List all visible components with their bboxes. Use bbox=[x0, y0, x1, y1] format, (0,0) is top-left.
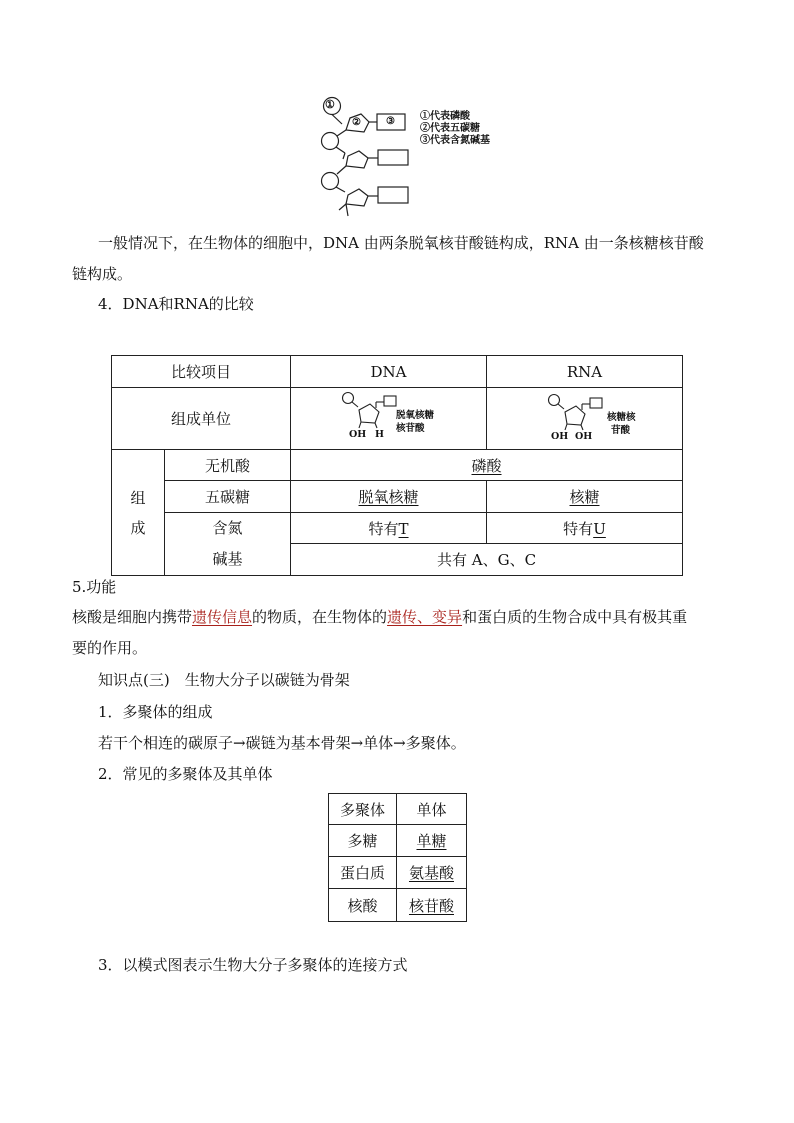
shared-bases-value: 共有 A、G、C bbox=[291, 544, 683, 576]
table-row bbox=[329, 825, 467, 857]
composition-label bbox=[112, 450, 165, 576]
polymer-cell: 蛋白质 bbox=[329, 857, 397, 889]
answer-heredity-variation: 遗传、变异 bbox=[387, 608, 463, 626]
label-sugar-number: ② bbox=[352, 117, 361, 128]
dna-unit-name-line1: 脱氧核糖 bbox=[396, 410, 435, 421]
dna-unit-h: H bbox=[375, 429, 384, 440]
paragraph-line: 链构成。 bbox=[72, 265, 133, 283]
rna-unit-name-line2: 苷酸 bbox=[611, 425, 631, 436]
knowledge-point-heading: 知识点(三) 生物大分子以碳链为骨架 bbox=[98, 671, 350, 689]
dna-unit-cell bbox=[291, 388, 487, 450]
label-phosphate-number: ① bbox=[325, 98, 335, 111]
dna-unit-oh: OH bbox=[349, 429, 367, 440]
answer-genetic-information: 遗传信息 bbox=[192, 608, 253, 626]
section-heading: 5.功能 bbox=[72, 578, 117, 596]
legend-item: ③代表含氮碱基 bbox=[420, 135, 490, 146]
phosphoric-acid-value: 磷酸 bbox=[471, 456, 502, 475]
sub-heading: 3．以模式图表示生物大分子多聚体的连接方式 bbox=[98, 956, 408, 974]
rna-specific-base: U bbox=[593, 519, 606, 538]
text-run: 和蛋白质的生物合成中具有极其重 bbox=[462, 608, 688, 626]
dna-unit-name-line2: 核苷酸 bbox=[396, 423, 425, 434]
dna-rna-comparison-table bbox=[111, 355, 683, 576]
header-compare-item: 比较项目 bbox=[112, 356, 291, 388]
label-base-number: ③ bbox=[386, 116, 395, 127]
sub-heading: 1．多聚体的组成 bbox=[98, 703, 213, 721]
rna-specific-prefix: 特有 bbox=[563, 519, 594, 538]
rna-unit-cell bbox=[487, 388, 683, 450]
dna-specific-prefix: 特有 bbox=[368, 519, 399, 538]
monomer-cell: 单糖 bbox=[416, 832, 447, 850]
row-label-pentose: 五碳糖 bbox=[165, 481, 291, 513]
ribose-value: 核糖 bbox=[569, 488, 600, 506]
paragraph-line: 要的作用。 bbox=[72, 639, 148, 657]
function-line-1 bbox=[72, 607, 687, 627]
rna-unit-oh-1: OH bbox=[551, 431, 569, 442]
text-run: 的物质，在生物体的 bbox=[252, 608, 388, 626]
nucleotide-chain-figure bbox=[315, 92, 515, 220]
ribonucleotide-figure bbox=[545, 390, 655, 448]
polymer-monomer-table bbox=[328, 793, 467, 922]
paragraph-line: 一般情况下，在生物体的细胞中，DNA 由两条脱氧核苷酸链构成，RNA 由一条核糖核苷酸 bbox=[98, 234, 704, 252]
deoxynucleotide-figure bbox=[339, 390, 449, 448]
composition-char: 组 bbox=[130, 488, 146, 507]
header-polymer: 多聚体 bbox=[329, 794, 397, 825]
polymer-cell: 多糖 bbox=[329, 825, 397, 857]
header-rna: RNA bbox=[487, 356, 683, 388]
dna-specific-base: T bbox=[398, 519, 409, 538]
row-label-inorganic-acid: 无机酸 bbox=[165, 450, 291, 481]
table-row bbox=[329, 857, 467, 889]
header-monomer: 单体 bbox=[397, 794, 467, 825]
rna-unit-name-line1: 核糖核 bbox=[607, 412, 636, 423]
header-dna: DNA bbox=[291, 356, 487, 388]
figure-legend bbox=[420, 111, 490, 147]
legend-item: ①代表磷酸 bbox=[420, 111, 470, 122]
composition-char: 成 bbox=[130, 518, 146, 537]
rna-unit-oh-2: OH bbox=[575, 431, 593, 442]
monomer-cell: 核苷酸 bbox=[408, 896, 454, 915]
base-label-line: 碱基 bbox=[212, 550, 243, 568]
paragraph-line: 若干个相连的碳原子→碳链为基本骨架→单体→多聚体。 bbox=[98, 734, 466, 752]
deoxyribose-value: 脱氧核糖 bbox=[358, 488, 419, 506]
row-label-nitrogenous-base bbox=[165, 513, 291, 576]
polymer-cell: 核酸 bbox=[329, 889, 397, 922]
section-heading: 4．DNA和RNA的比较 bbox=[98, 295, 254, 313]
text-run: 核酸是细胞内携带 bbox=[72, 608, 193, 626]
monomer-cell: 氨基酸 bbox=[408, 864, 454, 882]
legend-item: ②代表五碳糖 bbox=[420, 123, 480, 134]
table-row bbox=[329, 889, 467, 922]
base-label-line: 含氮 bbox=[212, 519, 243, 537]
row-label-unit: 组成单位 bbox=[112, 388, 291, 450]
sub-heading: 2．常见的多聚体及其单体 bbox=[98, 765, 273, 783]
